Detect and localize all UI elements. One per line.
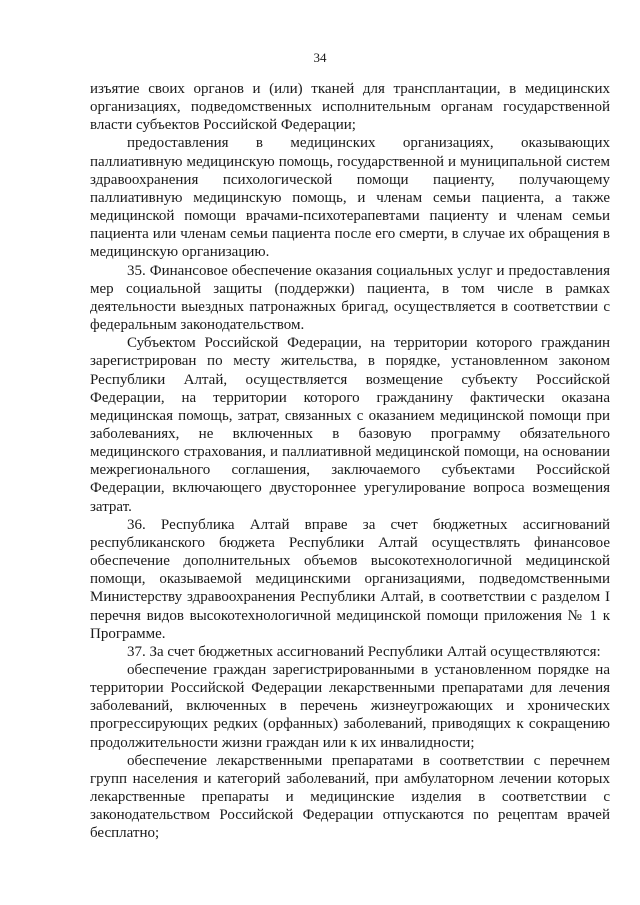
paragraph: 37. За счет бюджетных ассигнований Республики Алтай осуществляются: [127, 643, 601, 660]
paragraph: Субъектом Российской Федерации, на территории которого гражданин зарегистрирован по месту жительства, в порядке, установленном законом Республики Алтай, осуществляется возмещение субъекту Российской Федерации, на территории которого гражданину фактически оказана медицинская помощь, затрат, связанных с оказанием медицинской помощи при заболеваниях, не включенных в базовую программу обязательного медицинского страхования, и паллиативной медицинской помощи, на основании межрегионального соглашения, заключаемого субъектами Российской Федерации, включающего двустороннее урегулирование вопроса возмещения затрат. [90, 335, 610, 515]
paragraph: предоставления в медицинских организациях, оказывающих паллиативную медицинскую помощь, государственной и муниципальной систем здравоохранения психологической помощи пациенту, получающему паллиативную медицинскую помощь, и членам семьи пациента, а также медицинской помощи врачами-психотерапевтами пациенту и членам семьи пациента или членам семьи пациента после его смерти, в случае их обращения в медицинскую организацию. [90, 135, 610, 261]
paragraph: обеспечение граждан зарегистрированными в установленном порядке на территории Российской Федерации лекарственными препаратами для лечения заболеваний, включенных в перечень жизнеугрожающих и хронических прогрессирующих редких (орфанных) заболеваний, приводящих к сокращению продолжительности жизни граждан или к их инвалидности; [90, 662, 610, 751]
page-number: 34 [313, 50, 327, 65]
paragraph: обеспечение лекарственными препаратами в соответствии с перечнем групп населения и категорий заболеваний, при амбулаторном лечении которых лекарственные препараты и медицинские изделия в соответствии с законодательством Российской Федерации отпускаются по рецептам врачей бесплатно; [90, 752, 610, 842]
paragraph: изъятие своих органов и (или) тканей для трансплантации, в медицинских организациях, подведомственных исполнительным органам государственной власти субъектов Российской Федерации; [90, 81, 610, 134]
paragraph: 36. Республика Алтай вправе за счет бюджетных ассигнований республиканского бюджета Республики Алтай осуществлять финансовое обеспечение дополнительных объемов высокотехнологичной медицинской помощи, оказываемой медицинскими организациями, подведомственными Министерству здравоохранения Республики Алтай, в соответствии с разделом I перечня видов высокотехнологичной медицинской помощи приложения № 1 к Программе. [90, 516, 610, 642]
paragraph: 35. Финансовое обеспечение оказания социальных услуг и предоставления мер социальной защиты (поддержки) пациента, в том числе в рамках деятельности выездных патронажных бригад, осуществляется в соответствии с федеральным законодательством. [90, 262, 610, 334]
document-body [90, 80, 610, 843]
